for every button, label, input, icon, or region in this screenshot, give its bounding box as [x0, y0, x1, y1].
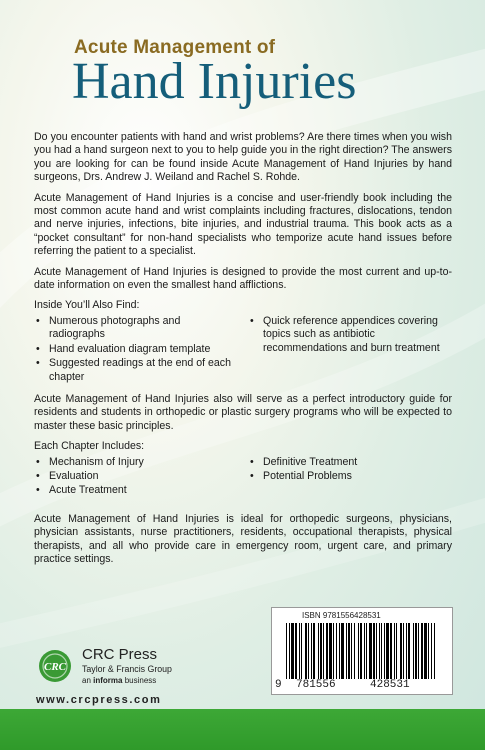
barcode-bar: [286, 623, 287, 679]
barcode-bar: [326, 623, 328, 679]
publisher-group: Taylor & Francis Group: [82, 664, 172, 674]
barcode-bar: [381, 623, 382, 679]
barcode-bar: [415, 623, 417, 679]
title-line-1: Acute Management of: [74, 37, 276, 58]
barcode-bar: [301, 623, 302, 679]
barcode: [271, 607, 453, 695]
list-item: • Numerous photographs and radiographs: [34, 315, 238, 342]
barcode-bar: [369, 623, 372, 679]
list-item: • Definitive Treatment: [248, 456, 452, 469]
bottom-bar: [0, 709, 485, 750]
barcode-bar: [318, 623, 319, 679]
inside-label: Inside You’ll Also Find:: [34, 299, 140, 312]
barcode-bar: [400, 623, 402, 679]
barcode-bars: [286, 623, 440, 679]
list-item: • Suggested readings at the end of each chapter: [34, 357, 238, 384]
barcode-bar: [289, 623, 290, 679]
barcode-digit-lead: 9: [275, 679, 282, 691]
barcode-bar: [329, 623, 332, 679]
barcode-bar: [295, 623, 297, 679]
publisher-tagline: an informa business: [82, 676, 157, 685]
paragraph-intro: Do you encounter patients with hand and wrist problems? Are there times when you wish you had a hand surgeon next to you to help guide you in the right direction? The answers you are looking for can be found inside Acute Management of Hand Injuries by hand surgeons, Drs. Andrew J. Weiland and Rachel S. Rohde.: [34, 131, 452, 184]
barcode-bar: [394, 623, 395, 679]
barcode-bar: [431, 623, 432, 679]
list-item: • Hand evaluation diagram template: [34, 343, 238, 356]
barcode-bar: [348, 623, 350, 679]
logo-text: CRC: [43, 661, 67, 673]
barcode-bar: [386, 623, 389, 679]
list-item: • Evaluation: [34, 470, 238, 483]
paragraph-description: Acute Management of Hand Injuries is a concise and user-friendly book including the most common acute hand and wrist complaints including fractures, dislocations, tendon and nerve injuries, infections, bite injuries, and industrial trauma. This book acts as a “pocket consultant” for non-hand specialists who temporize acute hand issues before referring the patient to a specialist.: [34, 191, 452, 258]
paragraph-audience: Acute Management of Hand Injuries is ideal for orthopedic surgeons, physicians, physician assistants, nurse practitioners, residents, occupational therapists, physical therapists, and all who provide care in emergency room, urgent care, and primary practice settings.: [34, 512, 452, 565]
barcode-bar: [351, 623, 352, 679]
barcode-bar: [424, 623, 427, 679]
barcode-bar: [364, 623, 365, 679]
barcode-bar: [373, 623, 375, 679]
list-item: • Acute Treatment: [34, 484, 238, 497]
barcode-bar: [408, 623, 410, 679]
paragraph-residents: Acute Management of Hand Injuries also will serve as a perfect introductory guide for residents and students in orthopedic or plastic surgery programs who will be expected to master these basic principles.: [34, 392, 452, 432]
barcode-bar: [313, 623, 315, 679]
barcode-bar: [339, 623, 340, 679]
barcode-bar: [341, 623, 344, 679]
crc-logo: [38, 649, 72, 683]
barcode-bar: [421, 623, 423, 679]
barcode-bar: [291, 623, 294, 679]
back-cover-text: [34, 131, 452, 573]
barcode-bar: [384, 623, 385, 679]
barcode-bar: [379, 623, 380, 679]
list-item: • Mechanism of Injury: [34, 456, 238, 469]
barcode-bar: [346, 623, 347, 679]
publisher-url: www.crcpress.com: [36, 694, 162, 706]
barcode-bar: [396, 623, 397, 679]
publisher-name: CRC Press: [82, 646, 158, 663]
barcode-bar: [418, 623, 419, 679]
barcode-bar: [366, 623, 367, 679]
barcode-bar: [358, 623, 359, 679]
barcode-digits-left: 781556: [296, 679, 336, 691]
barcode-bar: [311, 623, 312, 679]
paragraph-current-info: Acute Management of Hand Injuries is designed to provide the most current and up-to-date information on even the smallest hand afflictions.: [34, 265, 452, 292]
barcode-bar: [406, 623, 407, 679]
inside-list: [34, 315, 452, 385]
isbn-label: ISBN 9781556428531: [302, 611, 381, 620]
barcode-digits-right: 428531: [370, 679, 410, 691]
barcode-bar: [299, 623, 300, 679]
barcode-bar: [376, 623, 377, 679]
barcode-bar: [413, 623, 414, 679]
barcode-bar: [360, 623, 362, 679]
barcode-bar: [434, 623, 435, 679]
barcode-bar: [403, 623, 404, 679]
barcode-bar: [308, 623, 309, 679]
list-item: • Potential Problems: [248, 470, 452, 483]
title-line-2: Hand Injuries: [72, 53, 357, 110]
barcode-bar: [305, 623, 307, 679]
list-item: • Quick reference appendices covering topics such as antibiotic recommendations and burn treatment: [248, 315, 452, 355]
barcode-bar: [323, 623, 324, 679]
barcode-bar: [333, 623, 334, 679]
barcode-bar: [354, 623, 355, 679]
chapter-list: [34, 456, 452, 499]
barcode-bar: [336, 623, 337, 679]
barcode-bar: [428, 623, 429, 679]
barcode-bar: [390, 623, 392, 679]
barcode-bar: [320, 623, 322, 679]
chapter-label: Each Chapter Includes:: [34, 440, 145, 453]
